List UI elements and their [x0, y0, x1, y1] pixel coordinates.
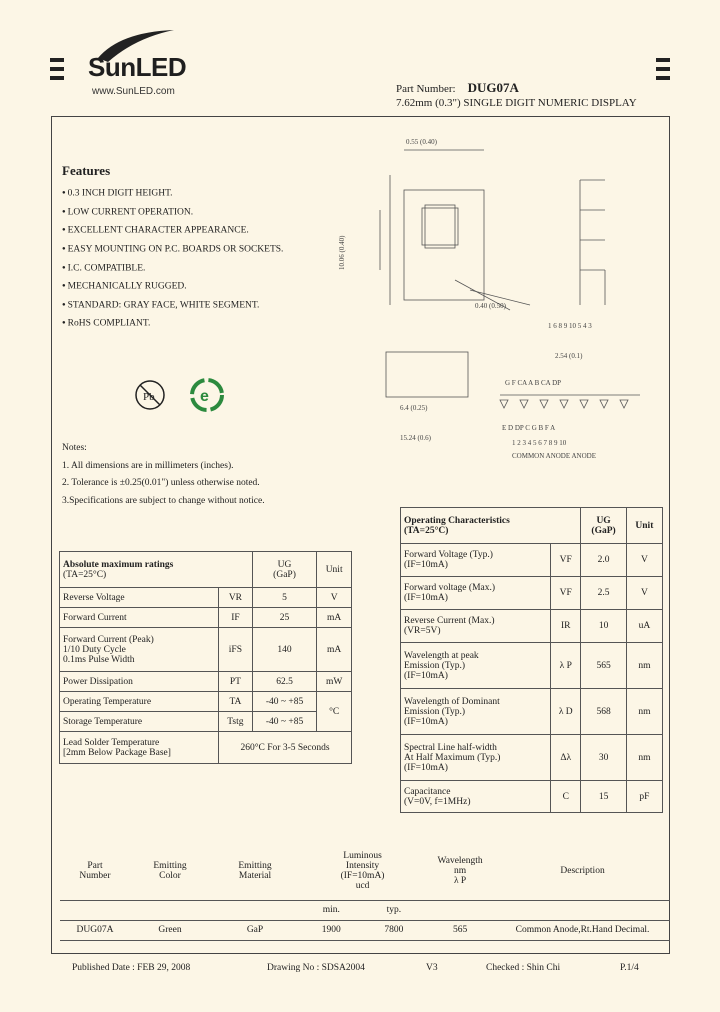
footer-published: Published Date : FEB 29, 2008 [72, 963, 191, 973]
left-bars-icon [50, 58, 64, 85]
cell-typ: 7800 [363, 920, 426, 940]
bottom-dim-label: 15.24 (0.6) [400, 434, 431, 442]
bottom-view [386, 352, 468, 442]
op-val: 2.5 [581, 577, 626, 610]
abs-param: Reverse Voltage [60, 588, 219, 608]
col-material: Emitting Material [210, 842, 300, 900]
abs-param: Forward Current (Peak) 1/10 Duty Cycle 0.1ms Pulse Width [60, 628, 219, 672]
note-item: 3.Specifications are subject to change without notice. [62, 495, 265, 506]
op-unit-head: Unit [635, 520, 654, 531]
feature-item: ● LOW CURRENT OPERATION. [62, 203, 283, 222]
cell-min: 1900 [300, 920, 363, 940]
abs-sym: IF [219, 608, 253, 628]
sub-min: min. [300, 900, 363, 920]
note-item: 1. All dimensions are in millimeters (inches). [62, 460, 234, 471]
abs-val: -40 ~ +85 [252, 712, 316, 732]
sub-typ: typ. [363, 900, 426, 920]
feature-item: ● I.C. COMPATIBLE. [62, 259, 283, 278]
dimension-drawing [330, 120, 670, 470]
product-table [60, 842, 670, 941]
op-gap: (GaP) [591, 525, 616, 536]
abs-val: 260°C For 3-5 Seconds [219, 732, 352, 764]
abs-val: 25 [252, 608, 316, 628]
op-sym: Δλ [551, 735, 581, 781]
op-unit: pF [626, 781, 662, 813]
op-sym: λ D [551, 689, 581, 735]
op-param: Spectral Line half-width At Half Maximum (Typ.) (IF=10mA) [401, 735, 551, 781]
pin-letters-label: E D DP C G B F A [502, 424, 556, 432]
right-dim-label: 2.54 (0.1) [555, 352, 583, 360]
part-number-line [396, 80, 519, 96]
abs-param: Operating Temperature [60, 692, 219, 712]
dim-top-label: 0.55 (0.40) [406, 138, 437, 146]
op-col-unit [626, 508, 662, 544]
op-unit: V [626, 577, 662, 610]
op-unit: nm [626, 643, 662, 689]
pin-seq-label: 1 2 3 4 5 6 7 8 9 10 [512, 439, 567, 447]
cell-wavelength: 565 [425, 920, 495, 940]
col-wavelength: Wavelength nm λ P [425, 842, 495, 900]
abs-sym: Tstg [219, 712, 253, 732]
col-description: Description [495, 842, 670, 900]
op-param: Capacitance (V=0V, f=1MHz) [401, 781, 551, 813]
abs-sym: VR [219, 588, 253, 608]
feature-item: ● MECHANICALLY RUGGED. [62, 277, 283, 296]
abs-val: -40 ~ +85 [252, 692, 316, 712]
abs-param: Lead Solder Temperature [2mm Below Package Base] [60, 732, 219, 764]
pin-names-label: G F CA A B CA DP [505, 379, 562, 387]
part-description: 7.62mm (0.3") SINGLE DIGIT NUMERIC DISPLAY [396, 97, 637, 109]
abs-ug: UG [277, 559, 292, 570]
op-param: Reverse Current (Max.) (VR=5V) [401, 610, 551, 643]
feature-item: ● EASY MOUNTING ON P.C. BOARDS OR SOCKETS. [62, 240, 283, 259]
feature-item: ● STANDARD: GRAY FACE, WHITE SEGMENT. [62, 296, 283, 315]
op-val: 565 [581, 643, 626, 689]
op-sym: C [551, 781, 581, 813]
pb-text: Pb [143, 391, 155, 403]
op-table-header [401, 508, 581, 544]
feature-item: ● RoHS COMPLIANT. [62, 314, 283, 333]
op-sym: λ P [551, 643, 581, 689]
abs-unit: mW [317, 672, 352, 692]
op-sym: VF [551, 577, 581, 610]
abs-param: Storage Temperature [60, 712, 219, 732]
notes-block [62, 440, 265, 510]
side-view [548, 180, 605, 330]
abs-sym: TA [219, 692, 253, 712]
op-val: 15 [581, 781, 626, 813]
abs-unit: V [317, 588, 352, 608]
operating-table [400, 507, 663, 813]
brand-logo: SunLED [88, 52, 187, 82]
abs-unit: mA [317, 608, 352, 628]
op-unit: uA [626, 610, 662, 643]
abs-val: 140 [252, 628, 316, 672]
front-view [338, 138, 530, 310]
abs-col-ug [252, 552, 316, 588]
op-val: 30 [581, 735, 626, 781]
abs-sym: iFS [219, 628, 253, 672]
pkg-width-label: 6.4 (0.25) [400, 404, 428, 412]
op-param: Forward Voltage (Typ.) (IF=10mA) [401, 544, 551, 577]
abs-sym: PT [219, 672, 253, 692]
dim-small-label: 0.40 (0.50) [475, 302, 506, 310]
pin-ruler-label: 1 6 8 9 10 5 4 3 [548, 322, 592, 330]
op-col-ug [581, 508, 626, 544]
op-title: Operating Characteristics [404, 515, 510, 526]
right-bars-icon [656, 58, 670, 85]
brand-url: www.SunLED.com [92, 86, 175, 97]
footer-drawing: Drawing No : SDSA2004 [267, 963, 365, 973]
e-text: e [200, 388, 209, 405]
rohs-e-icon [188, 376, 226, 414]
col-part-number: Part Number [60, 842, 130, 900]
abs-unit: mA [317, 628, 352, 672]
part-number-label: Part Number: [396, 83, 456, 95]
cell-part: DUG07A [60, 920, 130, 940]
op-param: Wavelength of Dominant Emission (Typ.) (IF=10mA) [401, 689, 551, 735]
op-sym: VF [551, 544, 581, 577]
footer-page: P.1/4 [620, 963, 639, 973]
cell-material: GaP [210, 920, 300, 940]
note-item: 2. Tolerance is ±0.25(0.01") unless otherwise noted. [62, 478, 260, 488]
lead-free-icon [133, 378, 167, 412]
abs-unit: °C [317, 692, 352, 732]
col-color: Emitting Color [130, 842, 210, 900]
op-cond: (TA=25°C) [404, 525, 449, 536]
abs-val: 62.5 [252, 672, 316, 692]
abs-max-table [59, 551, 352, 764]
op-val: 2.0 [581, 544, 626, 577]
footer-version: V3 [426, 963, 438, 973]
op-param: Forward voltage (Max.) (IF=10mA) [401, 577, 551, 610]
op-val: 568 [581, 689, 626, 735]
abs-col-unit: Unit [317, 552, 352, 588]
notes-title: Notes: [62, 443, 87, 453]
footer-checked: Checked : Shin Chi [486, 963, 561, 973]
abs-title: Absolute maximum ratings [63, 559, 174, 570]
abs-table-header [60, 552, 253, 588]
cell-color: Green [130, 920, 210, 940]
op-val: 10 [581, 610, 626, 643]
op-param: Wavelength at peak Emission (Typ.) (IF=10mA) [401, 643, 551, 689]
abs-cond: (TA=25°C) [63, 569, 107, 580]
features-title: Features [62, 163, 111, 178]
op-ug: UG [596, 515, 611, 526]
abs-param: Forward Current [60, 608, 219, 628]
circuit-diagram [500, 352, 640, 460]
features-list [62, 184, 283, 333]
part-number: DUG07A [467, 80, 519, 95]
feature-item: ● EXCELLENT CHARACTER APPEARANCE. [62, 221, 283, 240]
op-unit: V [626, 544, 662, 577]
dim-left-label: 10.06 (0.40) [338, 235, 346, 270]
abs-gap: (GaP) [273, 569, 296, 580]
pkg-note-label: COMMON ANODE ANODE [512, 452, 597, 460]
op-unit: nm [626, 735, 662, 781]
abs-val: 5 [252, 588, 316, 608]
cell-description: Common Anode,Rt.Hand Decimal. [495, 920, 670, 940]
col-luminous: Luminous Intensity (IF=10mA) ucd [300, 842, 425, 900]
op-sym: IR [551, 610, 581, 643]
op-unit: nm [626, 689, 662, 735]
abs-param: Power Dissipation [60, 672, 219, 692]
feature-item: ● 0.3 INCH DIGIT HEIGHT. [62, 184, 283, 203]
